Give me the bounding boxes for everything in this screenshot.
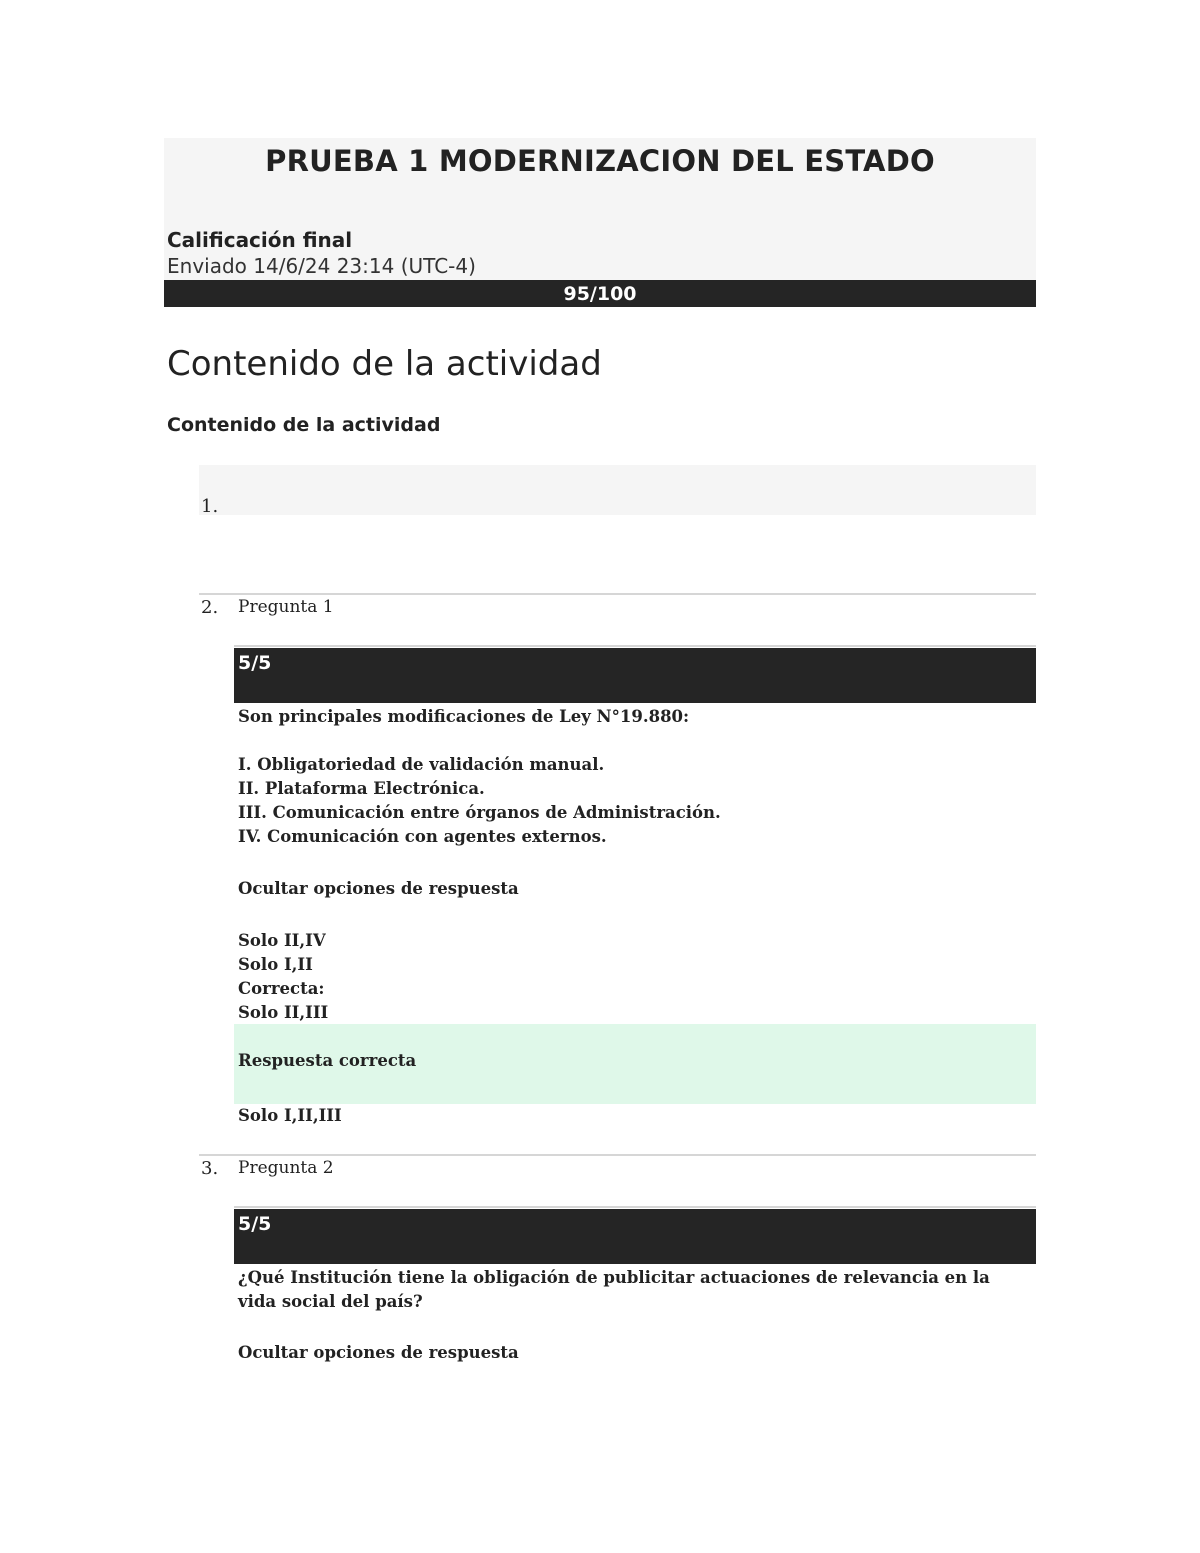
result-header [164, 138, 1036, 280]
hide-options-toggle[interactable]: Ocultar opciones de respuesta [238, 1343, 519, 1362]
page-title: PRUEBA 1 MODERNIZACION DEL ESTADO [265, 144, 935, 178]
question-label: Pregunta 1 [238, 597, 334, 617]
score-divider [234, 645, 1036, 647]
hide-options-toggle[interactable]: Ocultar opciones de respuesta [238, 879, 519, 898]
answer-option: Solo I,II [238, 955, 313, 974]
final-grade-label: Calificación final [167, 228, 353, 252]
question-divider [199, 1154, 1036, 1156]
statement-item: II. Plataforma Electrónica. [238, 779, 485, 798]
question-score [234, 1209, 1036, 1264]
correct-answer-label: Respuesta correcta [238, 1051, 417, 1070]
submitted-date: Enviado 14/6/24 23:14 (UTC-4) [167, 254, 476, 278]
question-divider [199, 593, 1036, 595]
statement-item: I. Obligatoriedad de validación manual. [238, 755, 605, 774]
list-item-1 [199, 465, 1036, 515]
answer-option: Solo II,IV [238, 931, 326, 950]
question-number: 2. [201, 597, 219, 618]
correct-tag: Correcta: [238, 979, 325, 998]
quiz-page [164, 138, 1036, 1362]
question-score-value: 5/5 [238, 652, 272, 674]
score-divider [234, 1206, 1036, 1208]
correct-answer-banner [234, 1024, 1036, 1104]
question-prompt: Son principales modificaciones de Ley N°19.880: [238, 707, 690, 726]
question-score-value: 5/5 [238, 1213, 272, 1235]
answer-option-selected: Solo II,III [238, 1003, 329, 1022]
statement-item: III. Comunicación entre órganos de Administración. [238, 803, 721, 822]
question-label: Pregunta 2 [238, 1158, 334, 1178]
item-number: 1. [201, 496, 219, 517]
activity-content-heading: Contenido de la actividad [167, 344, 602, 384]
question-number: 3. [201, 1158, 219, 1179]
question-score [234, 648, 1036, 703]
question-prompt: ¿Qué Institución tiene la obligación de publicitar actuaciones de relevancia en la vida social del país? [238, 1268, 990, 1311]
activity-content-subheading: Contenido de la actividad [167, 414, 441, 436]
answer-option: Solo I,II,III [238, 1106, 342, 1125]
total-score-bar: 95/100 [164, 280, 1036, 307]
statement-item: IV. Comunicación con agentes externos. [238, 827, 607, 846]
